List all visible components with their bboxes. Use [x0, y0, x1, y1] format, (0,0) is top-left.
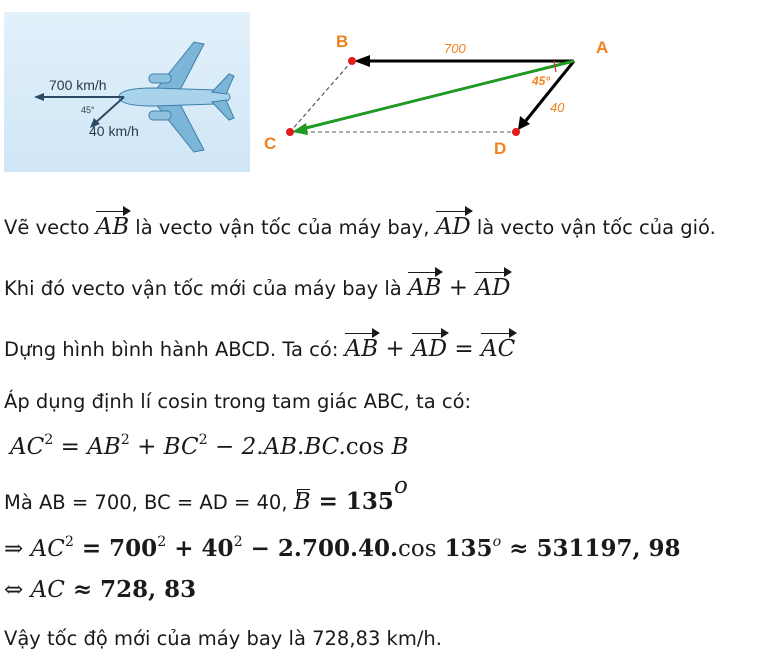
vector-letters: AB — [344, 336, 379, 362]
text-line-2 — [4, 269, 510, 302]
vector-letters: AB — [95, 214, 130, 240]
math-term: AC — [10, 434, 45, 460]
vector-letters: AD — [435, 214, 471, 240]
plane-engine — [149, 111, 171, 120]
math-term: AC — [30, 536, 65, 562]
plane-speed-label: 700 km/h — [49, 77, 107, 93]
exponent: 2 — [64, 534, 74, 551]
equation-final — [4, 577, 196, 603]
vector-ad-symbol — [412, 330, 447, 362]
length-ab-label: 700 — [444, 41, 466, 56]
text-segment: Mà AB = 700, BC = AD = 40, — [4, 491, 294, 515]
math-term: + 40 — [166, 535, 234, 562]
math-function: cos — [345, 434, 385, 460]
airplane-illustration — [4, 12, 250, 172]
parallelogram-diagram — [256, 26, 626, 162]
math-term: − 2.700.40. — [242, 535, 398, 562]
vector-letters: AD — [475, 275, 511, 301]
text-line-6 — [4, 473, 408, 516]
degree-symbol: o — [393, 473, 408, 499]
vector-ab-symbol — [96, 208, 130, 240]
length-ad-label: 40 — [550, 100, 565, 115]
math-term: AC — [30, 577, 65, 603]
wind-speed-label: 40 km/h — [89, 123, 139, 139]
point-d — [512, 128, 520, 136]
text-segment: là vecto vận tốc của gió. — [470, 216, 716, 239]
text-line-3 — [4, 330, 515, 363]
angle-label: 45° — [81, 105, 95, 115]
arrowhead-icon — [354, 55, 370, 67]
math-term: ≈ 531197, 98 — [501, 535, 681, 562]
operator: + — [441, 275, 476, 301]
operator: = — [447, 336, 481, 362]
text-line-1 — [4, 208, 716, 241]
vector-letters: AC — [480, 336, 516, 362]
math-term: B — [384, 434, 409, 460]
implies-symbol: ⇒ — [4, 536, 31, 562]
math-term: ≈ 728, 83 — [64, 576, 197, 603]
math-term: = AB — [53, 434, 121, 460]
text-line-conclusion: Vậy tốc độ mới của máy bay là 728,83 km/h. — [4, 627, 442, 650]
vector-ad-symbol — [436, 208, 471, 240]
vector-ab-symbol — [408, 269, 442, 301]
exponent: 2 — [198, 432, 208, 449]
vector-ad-symbol — [475, 269, 510, 301]
angle-45-label: 45° — [532, 74, 551, 88]
angle-b-symbol: B — [293, 489, 311, 516]
exponent: 2 — [120, 432, 130, 449]
math-term: − 2.AB.BC. — [207, 434, 346, 460]
label-d: D — [494, 139, 507, 158]
math-term: = 135 — [310, 488, 394, 516]
vector-letters: AB — [407, 275, 442, 301]
exponent: 2 — [157, 534, 167, 551]
side-bc — [290, 61, 352, 132]
text-segment: Dựng hình bình hành ABCD. Ta có: — [4, 338, 345, 361]
equivalence-symbol: ⇔ — [4, 577, 31, 603]
vector-ac — [302, 61, 574, 129]
vector-letters: AD — [412, 336, 448, 362]
math-term: + BC — [129, 434, 199, 460]
text-segment: là vecto vận tốc của máy bay, — [129, 216, 436, 239]
point-b — [348, 57, 356, 65]
exponent: 2 — [44, 432, 54, 449]
label-a: A — [596, 38, 609, 57]
plane-engine — [149, 74, 171, 83]
vector-ac-symbol — [481, 330, 515, 362]
degree-symbol: o — [492, 534, 502, 551]
text-segment: Vẽ vecto — [4, 216, 96, 239]
operator: + — [378, 336, 413, 362]
arrowhead-icon — [292, 123, 308, 135]
label-c: C — [264, 134, 277, 153]
math-term: 135 — [436, 535, 493, 562]
math-function: cos — [397, 536, 437, 562]
text-segment: Khi đó vecto vận tốc mới của máy bay là — [4, 277, 408, 300]
point-c — [286, 128, 294, 136]
exponent: 2 — [233, 534, 243, 551]
math-term: = 700 — [73, 535, 158, 562]
vector-ab-symbol — [345, 330, 379, 362]
equation-result — [4, 536, 680, 562]
equation-cosine-law — [10, 434, 409, 460]
label-b: B — [336, 32, 349, 51]
text-line-4: Áp dụng định lí cosin trong tam giác ABC, ta có: — [4, 390, 472, 413]
